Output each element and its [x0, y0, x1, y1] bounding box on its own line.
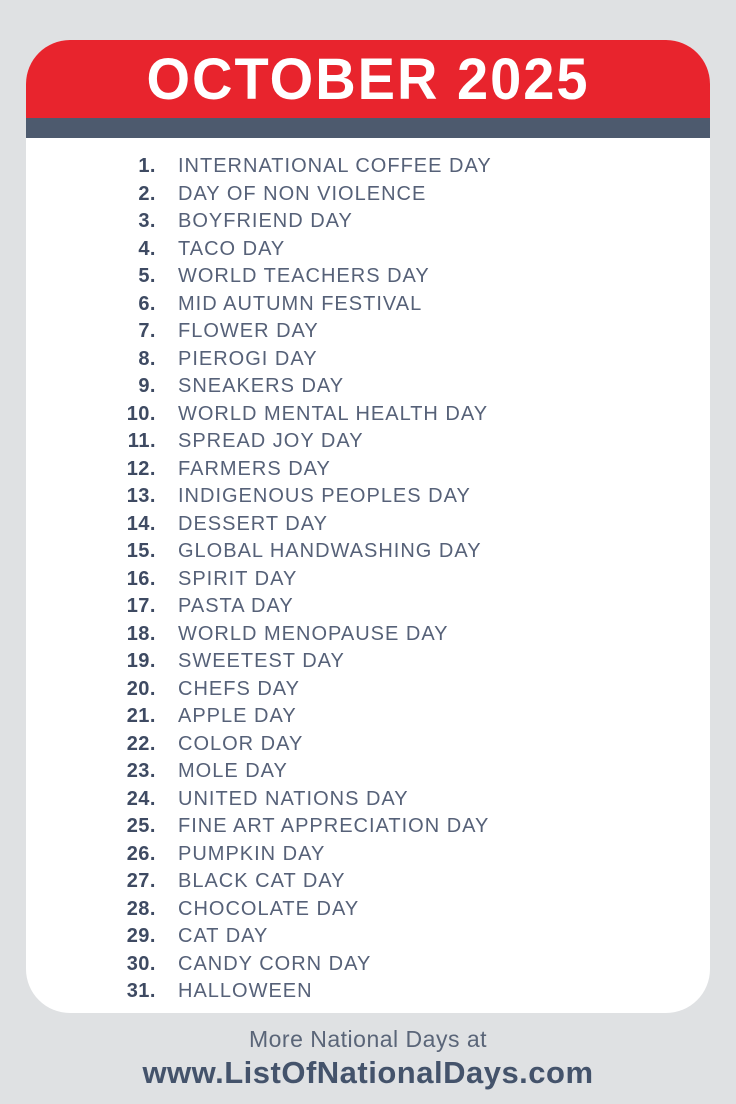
day-name: PASTA DAY	[178, 595, 294, 618]
day-name: BOYFRIEND DAY	[178, 210, 353, 233]
day-name: MOLE DAY	[178, 760, 288, 783]
header-accent-bar	[26, 118, 710, 138]
day-list-item	[100, 951, 694, 979]
day-name: TACO DAY	[178, 237, 286, 260]
calendar-card	[26, 40, 710, 1013]
day-name: CAT DAY	[178, 925, 269, 948]
day-list-item	[100, 456, 694, 484]
day-name: SPREAD JOY DAY	[178, 430, 364, 453]
day-number: 24.	[126, 787, 156, 810]
day-name: APPLE DAY	[178, 705, 297, 728]
day-name: UNITED NATIONS DAY	[178, 787, 409, 810]
page-title: OCTOBER 2025	[146, 45, 590, 112]
day-list-item	[100, 291, 694, 319]
day-list-item	[100, 373, 694, 401]
day-number: 6.	[138, 292, 156, 315]
day-number: 10.	[126, 402, 156, 425]
day-name: HALLOWEEN	[178, 980, 313, 1003]
day-list-item	[100, 758, 694, 786]
day-number: 18.	[126, 622, 156, 645]
day-list-item	[100, 401, 694, 429]
day-number: 1.	[138, 155, 156, 178]
day-name: BLACK CAT DAY	[178, 870, 346, 893]
day-list-item	[100, 648, 694, 676]
day-name: FINE ART APPRECIATION DAY	[178, 815, 490, 838]
day-name: CHEFS DAY	[178, 677, 300, 700]
footer-url-link[interactable]: www.ListOfNationalDays.com	[142, 1055, 594, 1090]
day-number: 26.	[126, 842, 156, 865]
day-number: 22.	[126, 732, 156, 755]
day-number: 4.	[138, 237, 156, 260]
day-name: INTERNATIONAL COFFEE DAY	[178, 155, 492, 178]
day-number: 11.	[127, 430, 156, 453]
day-number: 9.	[138, 375, 156, 398]
day-list-item	[100, 181, 694, 209]
day-name: INDIGENOUS PEOPLES DAY	[178, 485, 471, 508]
day-number: 7.	[138, 320, 156, 343]
day-name: COLOR DAY	[178, 732, 304, 755]
day-name: SWEETEST DAY	[178, 650, 345, 673]
day-name: WORLD MENOPAUSE DAY	[178, 622, 449, 645]
day-number: 29.	[126, 925, 156, 948]
day-number: 23.	[126, 760, 156, 783]
day-name: SNEAKERS DAY	[178, 375, 345, 398]
day-list-item	[100, 841, 694, 869]
day-name: GLOBAL HANDWASHING DAY	[178, 540, 482, 563]
day-number: 2.	[138, 182, 156, 205]
day-list-item	[100, 236, 694, 264]
day-name: FARMERS DAY	[178, 457, 331, 480]
day-list-item	[100, 511, 694, 539]
day-name: DAY OF NON VIOLENCE	[178, 182, 427, 205]
day-number: 14.	[126, 512, 156, 535]
day-number: 27.	[126, 870, 156, 893]
day-number: 12.	[126, 457, 156, 480]
day-name: DESSERT DAY	[178, 512, 328, 535]
day-list-item	[100, 868, 694, 896]
day-list-item	[100, 566, 694, 594]
footer-tagline: More National Days at	[248, 1026, 488, 1052]
day-number: 13.	[126, 485, 156, 508]
day-list-item	[100, 208, 694, 236]
day-name: PUMPKIN DAY	[178, 842, 326, 865]
header-banner	[26, 40, 710, 118]
days-list	[26, 138, 710, 1013]
day-number: 16.	[126, 567, 156, 590]
day-list-item	[100, 923, 694, 951]
day-list-item	[100, 813, 694, 841]
day-list-item	[100, 483, 694, 511]
footer	[0, 1024, 736, 1092]
day-list-item	[100, 786, 694, 814]
day-name: CANDY CORN DAY	[178, 952, 372, 975]
day-number: 3.	[138, 210, 156, 233]
day-number: 31.	[126, 980, 156, 1003]
day-name: WORLD MENTAL HEALTH DAY	[178, 402, 489, 425]
day-name: PIEROGI DAY	[178, 347, 318, 370]
day-number: 20.	[126, 677, 156, 700]
day-number: 17.	[126, 595, 156, 618]
day-list-item	[100, 896, 694, 924]
day-list-item	[100, 676, 694, 704]
day-number: 25.	[126, 815, 156, 838]
day-list-item	[100, 318, 694, 346]
day-name: CHOCOLATE DAY	[178, 897, 360, 920]
day-name: SPIRIT DAY	[178, 567, 298, 590]
day-list-item	[100, 593, 694, 621]
day-list-item	[100, 978, 694, 1006]
day-list-item	[100, 153, 694, 181]
day-list-item	[100, 621, 694, 649]
day-list-item	[100, 731, 694, 759]
day-list-item	[100, 428, 694, 456]
day-name: MID AUTUMN FESTIVAL	[178, 292, 423, 315]
day-list-item	[100, 703, 694, 731]
day-number: 21.	[126, 705, 156, 728]
day-number: 28.	[126, 897, 156, 920]
day-list-item	[100, 346, 694, 374]
day-list-item	[100, 263, 694, 291]
day-number: 8.	[138, 347, 156, 370]
day-list-item	[100, 538, 694, 566]
day-name: WORLD TEACHERS DAY	[178, 265, 430, 288]
day-number: 5.	[138, 265, 156, 288]
day-number: 19.	[126, 650, 156, 673]
day-name: FLOWER DAY	[178, 320, 319, 343]
day-number: 30.	[126, 952, 156, 975]
day-number: 15.	[126, 540, 156, 563]
